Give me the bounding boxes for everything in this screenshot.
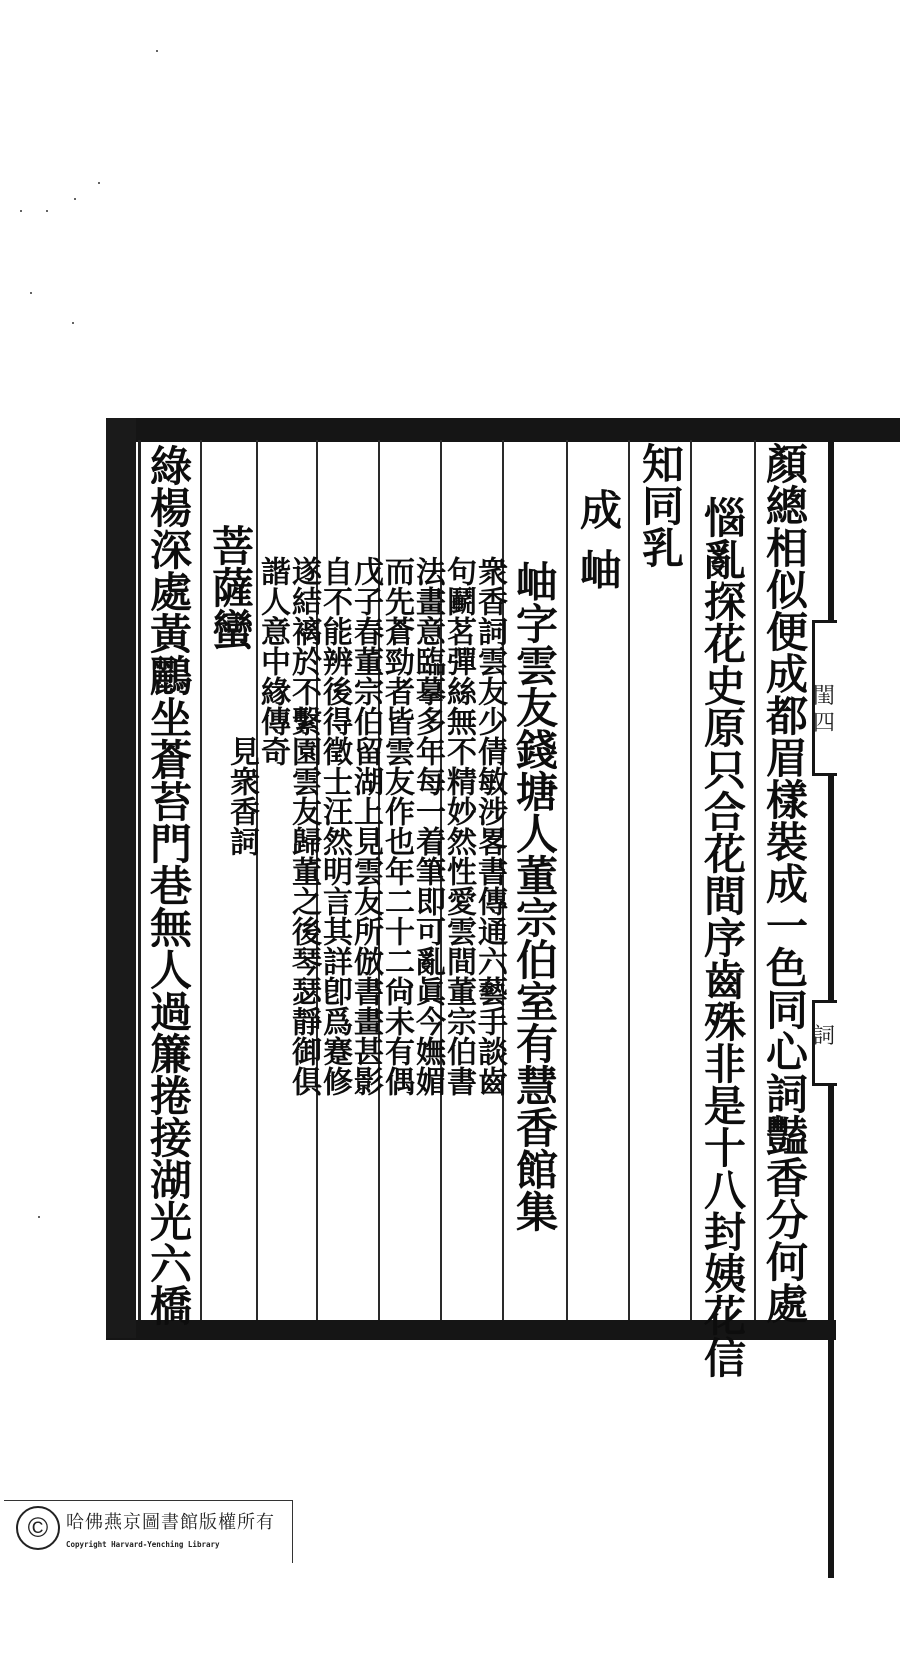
- copyright-symbol: ©: [16, 1506, 60, 1550]
- note-column-5: 戊子春董宗伯留湖上見雲友所倣書畫甚影: [348, 556, 383, 1096]
- note-column-6: 自不能辨後得徵士汪然明言其詳卽爲蹇修: [317, 556, 352, 1096]
- column-rule: [628, 440, 630, 1320]
- poem-column: 綠楊深處黃鸝坐蒼苔門巷無人過簾捲接湖光六橋: [144, 444, 193, 1326]
- spine-label: 閨: [813, 684, 836, 709]
- column-rule: [754, 440, 756, 1320]
- scan-speck: [98, 182, 100, 184]
- column-rule: [690, 440, 692, 1320]
- spine-label: 詞: [813, 1024, 836, 1049]
- note-column-7: 遂結褵於不繫園雲友歸董之後琴瑟靜御俱: [286, 556, 321, 1096]
- frame-top-border: [106, 418, 900, 442]
- frame-left-inner-rule: [138, 440, 141, 1320]
- tune-title: 菩薩蠻: [206, 524, 255, 650]
- note-column-1: 衆香詞雲友少倩敏涉畧書傳通六藝手談齒: [472, 556, 507, 1096]
- author-name: 成岫: [574, 488, 623, 608]
- book-spine-edge: [828, 418, 834, 1578]
- note-column-3: 法畫意臨摹多年每一着筆即可亂眞今嫵媚: [410, 556, 445, 1096]
- copyright-english: Copyright Harvard-Yenching Library: [66, 1540, 220, 1549]
- scan-speck: [46, 210, 48, 212]
- column-rule: [200, 440, 202, 1320]
- scan-speck: [30, 292, 32, 294]
- copyright-chinese: 哈佛燕京圖書館版權所有: [66, 1512, 275, 1533]
- source-note: 見衆香詞: [224, 736, 259, 856]
- text-column-1: 顏總相似便成都眉樣裝成一色同心詞豔香分何處: [760, 442, 809, 1324]
- note-column-4: 而先蒼勁者皆雲友作也年二十二尙未有偶: [379, 556, 414, 1096]
- scan-speck: [74, 198, 76, 200]
- note-column-2: 句鬬茗彈絲無不精妙然性愛雲間董宗伯書: [441, 556, 476, 1096]
- note-column-8: 諧人意中緣傳奇: [255, 556, 290, 766]
- scan-speck: [72, 322, 74, 324]
- scan-speck: [38, 1216, 40, 1218]
- text-column-2: 惱亂探花史原只合花間序齒殊非是十八封姨花信: [698, 496, 747, 1378]
- spine-label: 四: [813, 711, 836, 736]
- author-bio: 岫字雲友錢塘人董宗伯室有慧香館集: [510, 560, 559, 1232]
- text-column-3: 知同乳: [636, 442, 685, 568]
- scan-speck: [156, 50, 158, 52]
- scan-speck: [20, 210, 22, 212]
- frame-left-border: [106, 418, 136, 1338]
- column-rule: [566, 440, 568, 1320]
